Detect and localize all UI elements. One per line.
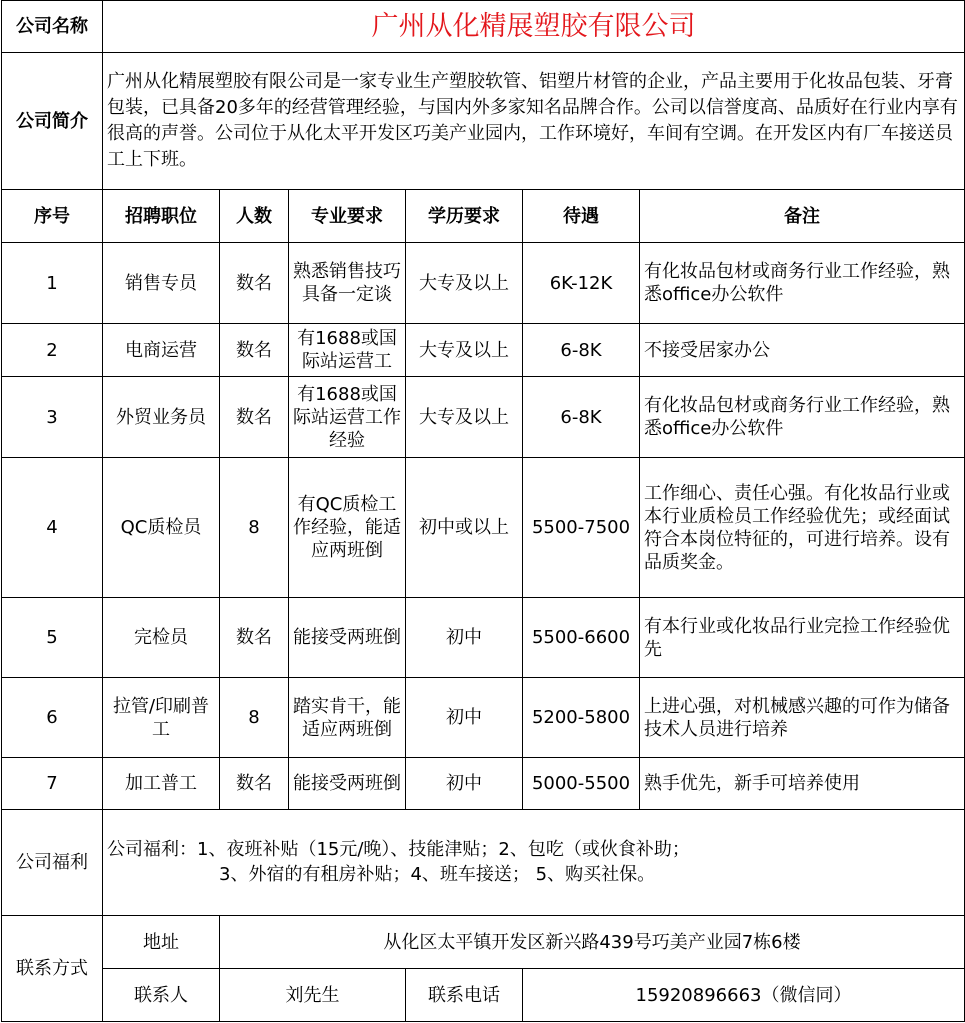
job-position: 拉管/印刷普工 <box>103 678 220 758</box>
company-name-row <box>2 1 965 53</box>
job-position: 加工普工 <box>103 758 220 810</box>
job-no: 6 <box>2 678 103 758</box>
header-position: 招聘职位 <box>103 190 220 243</box>
job-no: 5 <box>2 598 103 678</box>
company-intro-row <box>2 53 965 190</box>
job-education: 大专及以上 <box>406 377 523 458</box>
benefits-label: 公司福利 <box>2 810 103 916</box>
address-value: 从化区太平镇开发区新兴路439号巧美产业园7栋6楼 <box>220 916 965 969</box>
job-count: 8 <box>220 678 289 758</box>
job-salary: 5500-6600 <box>523 598 640 678</box>
header-salary: 待遇 <box>523 190 640 243</box>
benefits-content <box>103 810 965 916</box>
job-position: 外贸业务员 <box>103 377 220 458</box>
table-row <box>2 243 965 324</box>
recruitment-table <box>1 0 965 1022</box>
contact-phone-value: 15920896663（微信同） <box>523 969 965 1022</box>
address-label: 地址 <box>103 916 220 969</box>
job-salary: 6K-12K <box>523 243 640 324</box>
job-no: 3 <box>2 377 103 458</box>
job-no: 4 <box>2 458 103 598</box>
contact-label: 联系方式 <box>2 916 103 1022</box>
table-row <box>2 324 965 377</box>
header-major: 专业要求 <box>289 190 406 243</box>
job-count: 数名 <box>220 377 289 458</box>
benefits-line-1: 公司福利：1、夜班补贴（15元/晚）、技能津贴；2、包吃（或伙食补助； <box>107 838 690 860</box>
job-salary: 6-8K <box>523 324 640 377</box>
table-header-row <box>2 190 965 243</box>
company-name-label: 公司名称 <box>2 1 103 53</box>
job-salary: 5500-7500 <box>523 458 640 598</box>
job-remark: 工作细心、责任心强。有化妆品行业或本行业质检员工作经验优先；或经面试符合本岗位特征的，可进行培养。设有品质奖金。 <box>640 458 965 598</box>
job-count: 数名 <box>220 758 289 810</box>
job-remark: 熟手优先，新手可培养使用 <box>640 758 965 810</box>
company-intro: 广州从化精展塑胶有限公司是一家专业生产塑胶软管、铝塑片材管的企业，产品主要用于化妆品包装、牙膏包装，已具备20多年的经营管理经验，与国内外多家知名品牌合作。公司以信誉度高、品质好在行业内享有很高的声誉。公司位于从化太平开发区巧美产业园内，工作环境好，车间有空调。在开发区内有厂车接送员工上下班。 <box>103 53 965 190</box>
job-remark: 有化妆品包材或商务行业工作经验，熟悉office办公软件 <box>640 377 965 458</box>
table-row <box>2 758 965 810</box>
job-major: 能接受两班倒 <box>289 598 406 678</box>
job-education: 初中 <box>406 678 523 758</box>
job-education: 初中 <box>406 598 523 678</box>
job-remark: 有本行业或化妆品行业完捡工作经验优先 <box>640 598 965 678</box>
job-education: 大专及以上 <box>406 324 523 377</box>
job-major: 有1688或国际站运营工 <box>289 324 406 377</box>
table-row <box>2 678 965 758</box>
table-row <box>2 458 965 598</box>
contact-address-row <box>2 916 965 969</box>
job-no: 2 <box>2 324 103 377</box>
header-remark: 备注 <box>640 190 965 243</box>
header-no: 序号 <box>2 190 103 243</box>
job-salary: 5000-5500 <box>523 758 640 810</box>
benefits-row <box>2 810 965 916</box>
company-name: 广州从化精展塑胶有限公司 <box>103 1 965 53</box>
job-no: 7 <box>2 758 103 810</box>
job-count: 数名 <box>220 598 289 678</box>
table-row <box>2 598 965 678</box>
job-position: QC质检员 <box>103 458 220 598</box>
job-major: 有QC质检工作经验，能适应两班倒 <box>289 458 406 598</box>
job-remark: 有化妆品包材或商务行业工作经验，熟悉office办公软件 <box>640 243 965 324</box>
job-count: 数名 <box>220 243 289 324</box>
contact-person-value: 刘先生 <box>220 969 406 1022</box>
company-intro-label: 公司简介 <box>2 53 103 190</box>
job-education: 初中或以上 <box>406 458 523 598</box>
header-education: 学历要求 <box>406 190 523 243</box>
job-major: 踏实肯干，能适应两班倒 <box>289 678 406 758</box>
benefits-line-2: 3、外宿的有租房补贴；4、班车接送； 5、购买社保。 <box>219 863 656 885</box>
job-position: 销售专员 <box>103 243 220 324</box>
job-remark: 不接受居家办公 <box>640 324 965 377</box>
job-salary: 6-8K <box>523 377 640 458</box>
job-position: 电商运营 <box>103 324 220 377</box>
contact-person-row <box>2 969 965 1022</box>
job-salary: 5200-5800 <box>523 678 640 758</box>
job-count: 数名 <box>220 324 289 377</box>
job-education: 大专及以上 <box>406 243 523 324</box>
job-major: 熟悉销售技巧 具备一定谈 <box>289 243 406 324</box>
job-no: 1 <box>2 243 103 324</box>
job-education: 初中 <box>406 758 523 810</box>
table-row <box>2 377 965 458</box>
contact-phone-label: 联系电话 <box>406 969 523 1022</box>
job-major: 有1688或国际站运营工作经验 <box>289 377 406 458</box>
job-count: 8 <box>220 458 289 598</box>
job-major: 能接受两班倒 <box>289 758 406 810</box>
job-remark: 上进心强，对机械感兴趣的可作为储备技术人员进行培养 <box>640 678 965 758</box>
header-count: 人数 <box>220 190 289 243</box>
job-position: 完检员 <box>103 598 220 678</box>
contact-person-label: 联系人 <box>103 969 220 1022</box>
